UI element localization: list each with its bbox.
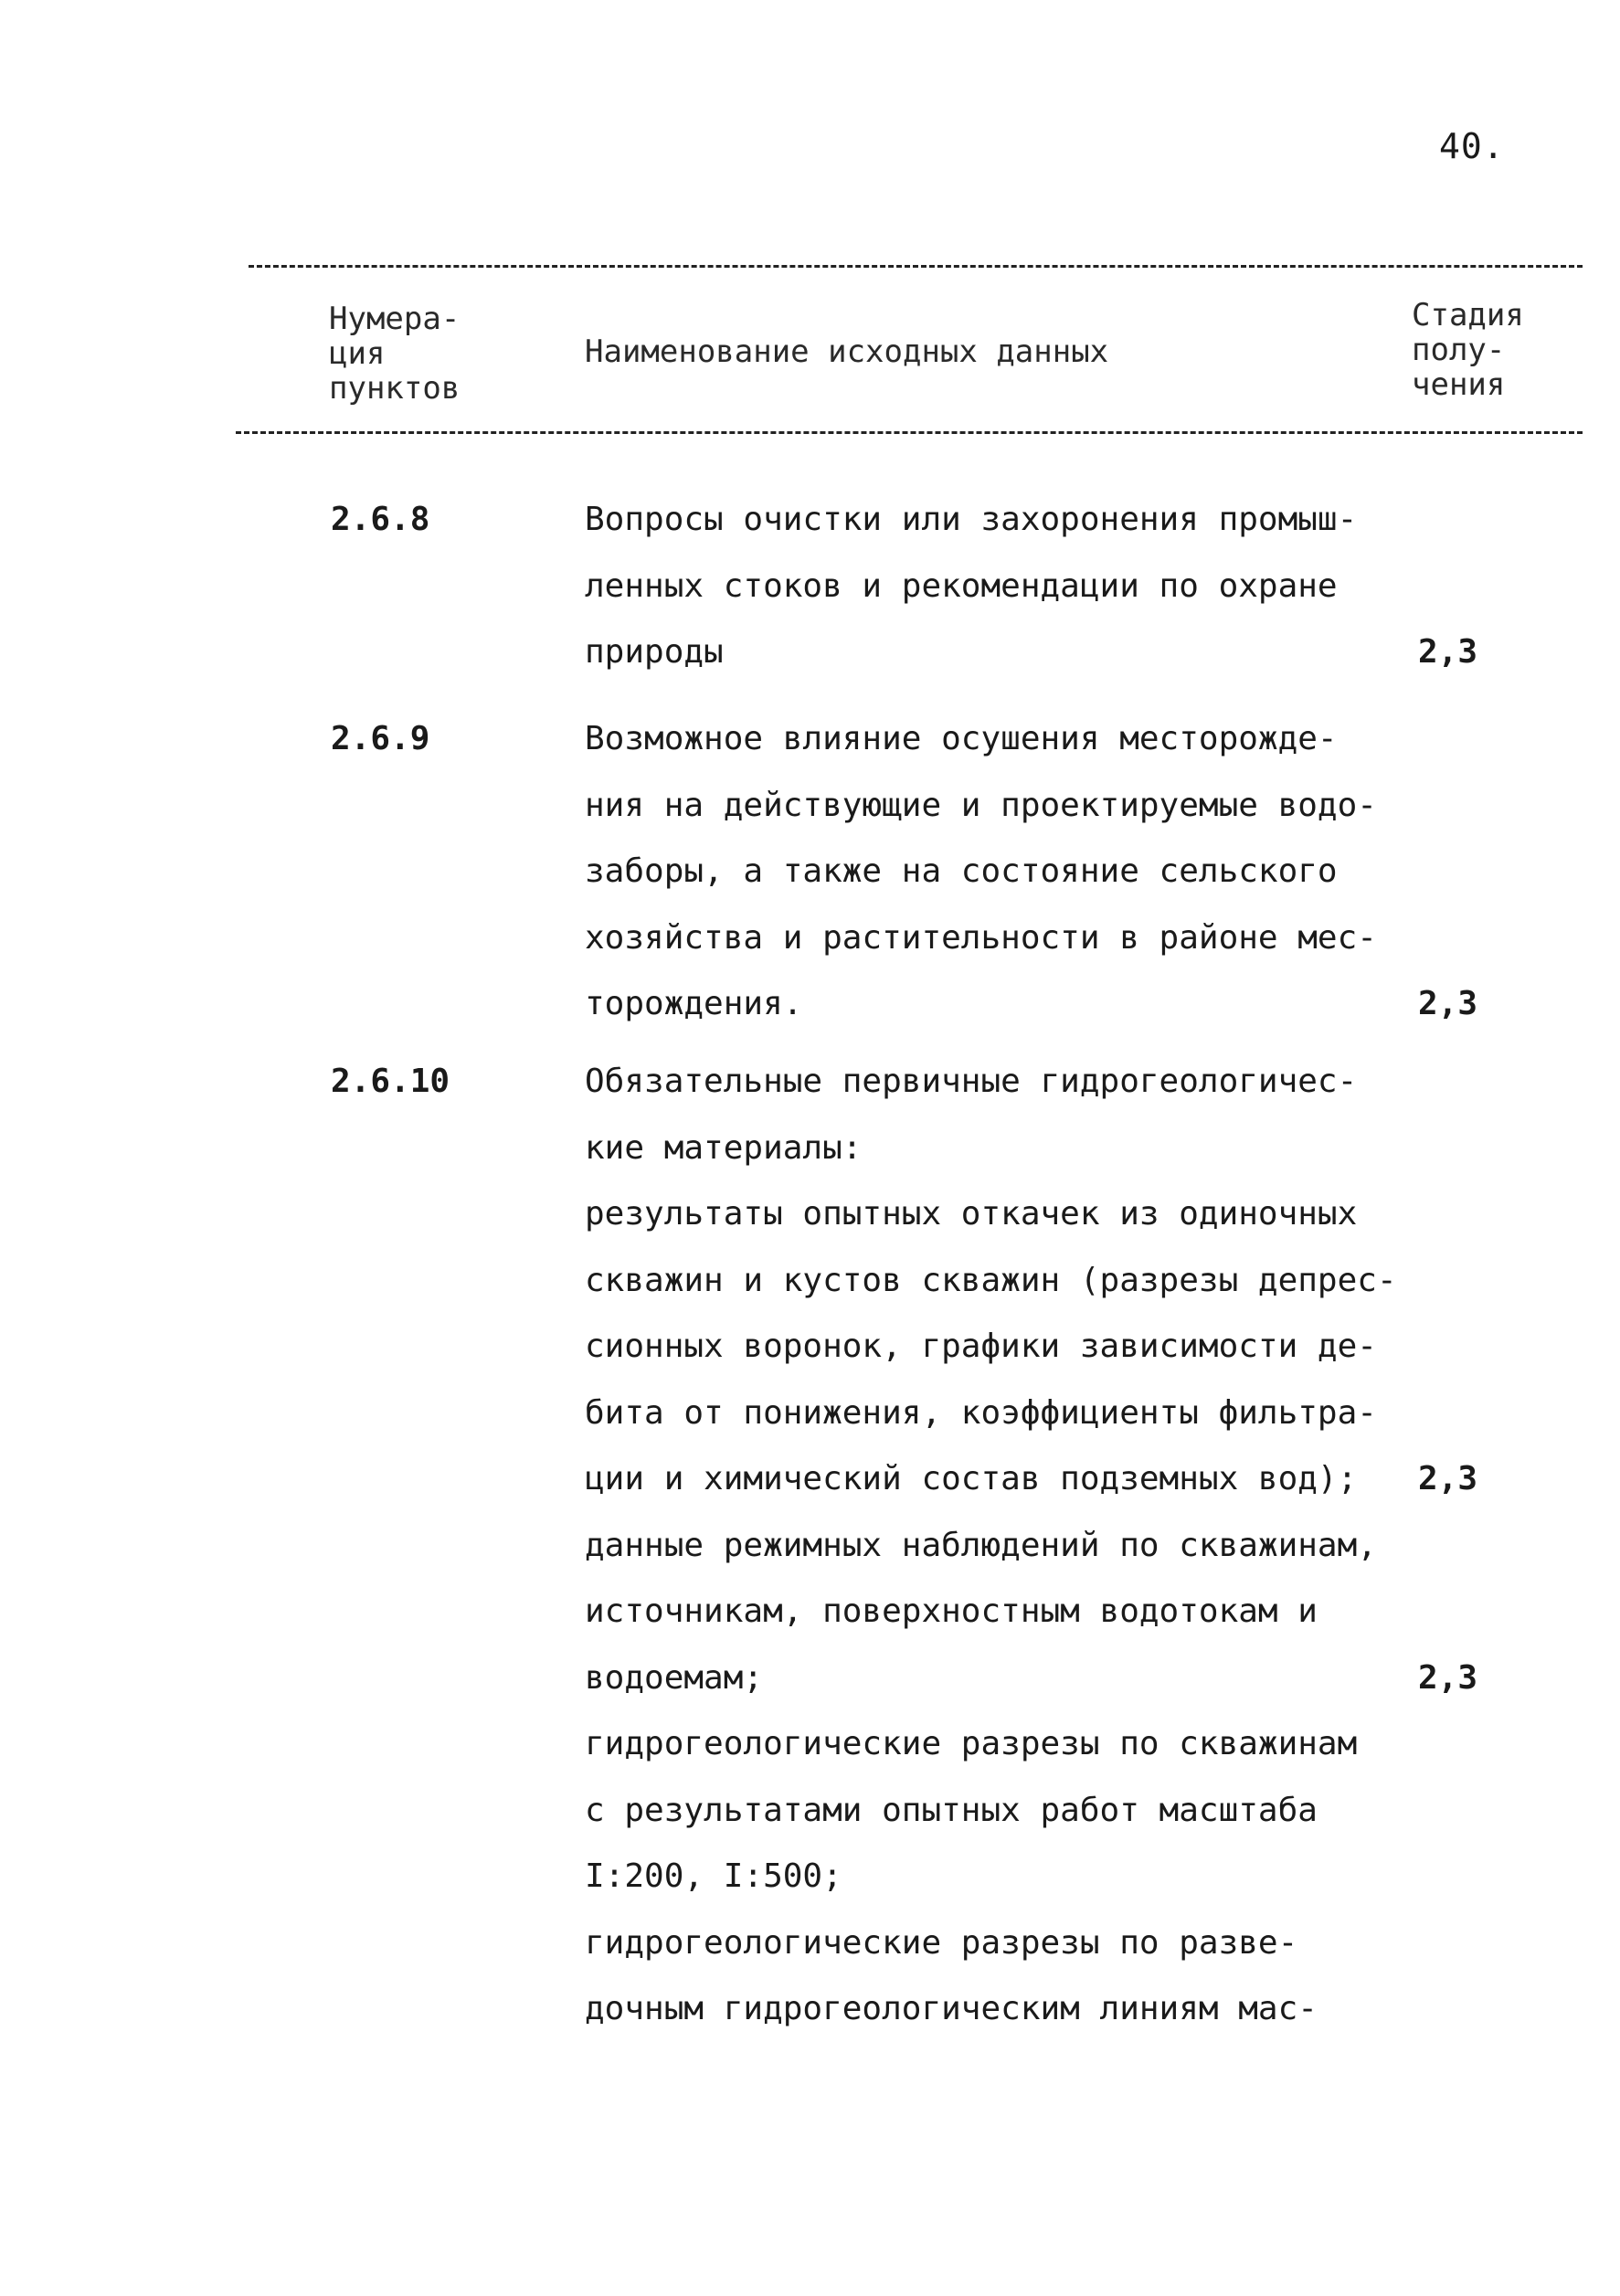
entry-text-line: бита от понижения, коэффициенты фильтра- [585, 1393, 1377, 1432]
entry-text-line: торождения. [585, 985, 803, 1022]
header-stage-line: Стадия [1412, 297, 1524, 333]
header-number-line: Нумера- [329, 301, 461, 337]
entry-text-line: водоемам; [585, 1658, 764, 1697]
header-name-column: Наименование исходных данных [585, 333, 1109, 370]
entry-stage: 2,3 [1418, 1658, 1478, 1697]
entry-stage: 2,3 [1418, 633, 1478, 671]
entry-text-line: данные режимных наблюдений по скважинам, [585, 1526, 1377, 1564]
entry-text-line: Обязательные первичные гидрогеологичес- [585, 1063, 1358, 1100]
entry-text-line: источникам, поверхностным водотокам и [585, 1592, 1318, 1630]
entry-text-line: кие материалы: [585, 1128, 863, 1167]
header-number-line: ция [329, 335, 386, 372]
entry-text-line: Вопросы очистки или захоронения промыш- [585, 501, 1358, 538]
entry-text-line: сионных воронок, графики зависимости де- [585, 1328, 1377, 1365]
header-stage-line: чения [1412, 366, 1506, 403]
entry-text-line: скважин и кустов скважин (разрезы депрес- [585, 1261, 1397, 1299]
entry-text-line: дочным гидрогеологическим линиям мас- [585, 1990, 1318, 2027]
entry-text-line: заборы, а также на состояние сельского [585, 852, 1338, 890]
header-number-line: пунктов [329, 370, 461, 407]
entry-number: 2.6.9 [331, 720, 430, 757]
entry-text-line: ния на действующие и проектируемые водо- [585, 786, 1377, 824]
entry-text-line: хозяйства и растительности в районе мес- [585, 918, 1377, 957]
entry-stage: 2,3 [1418, 1460, 1478, 1497]
page-number: 40. [1439, 126, 1505, 166]
entry-text-line: природы [585, 633, 724, 671]
entry-stage: 2,3 [1418, 985, 1478, 1022]
entry-text-line: гидрогеологические разрезы по разве- [585, 1923, 1298, 1962]
entry-text-line: I:200, I:500; [585, 1857, 842, 1895]
header-stage-line: полу- [1412, 332, 1506, 368]
entry-text-line: с результатами опытных работ масштаба [585, 1791, 1318, 1829]
entry-text-line: Возможное влияние осушения месторожде- [585, 720, 1338, 757]
entry-text-line: гидрогеологические разрезы по скважинам [585, 1725, 1358, 1762]
entry-text-line: ленных стоков и рекомендации по охране [585, 566, 1338, 605]
entry-number: 2.6.10 [331, 1063, 450, 1100]
entry-text-line: ции и химический состав подземных вод); [585, 1460, 1358, 1497]
entry-text-line: результаты опытных откачек из одиночных [585, 1195, 1358, 1233]
entry-number: 2.6.8 [331, 501, 430, 538]
